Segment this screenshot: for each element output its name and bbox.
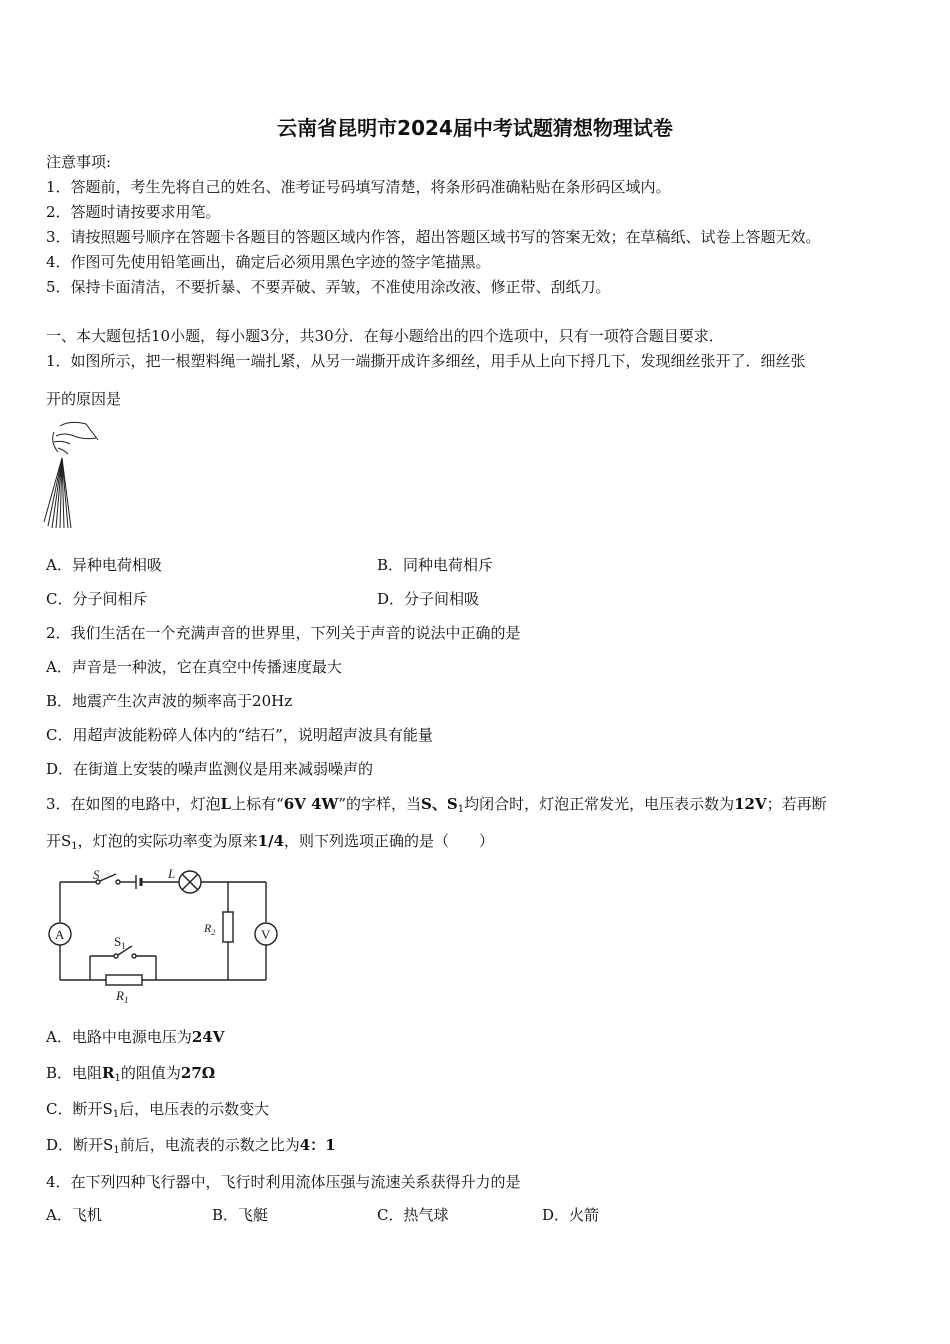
q3-circuit-diagram xyxy=(44,862,284,1007)
svg-text:L: L xyxy=(168,866,176,881)
q3-option-a: A．电路中电源电压为24V xyxy=(46,1028,225,1046)
svg-text:R2: $R_2$ xyxy=(204,921,216,937)
q1-option-a: A．异种电荷相吸 xyxy=(46,556,162,574)
q3-option-d: D．断开$S_1$前后，电流表的示数之比为4：1 xyxy=(46,1136,336,1156)
notice-item-1: 1．答题前，考生先将自己的姓名、准考证号码填写清楚，将条形码准确粘贴在条形码区域内。 xyxy=(46,178,671,196)
svg-text:R1: $R_1$ xyxy=(116,988,129,1005)
q4-stem: 4．在下列四种飞行器中，飞行时利用流体压强与流速关系获得升力的是 xyxy=(46,1173,521,1191)
q4-option-c: C．热气球 xyxy=(377,1206,449,1224)
notice-item-2: 2．答题时请按要求用笔。 xyxy=(46,203,221,221)
notice-heading: 注意事项: xyxy=(46,153,112,171)
q3-stem-line1: 3．在如图的电路中，灯泡L上标有“6V 4W”的字样，当S、$S_1$均闭合时，灯泡正常发光，电压表示数为12V；若再断 xyxy=(46,795,827,815)
notice-item-4: 4．作图可先使用铅笔画出，确定后必须用黑色字迹的签字笔描黑。 xyxy=(46,253,491,271)
svg-text:S1: $S_1$ xyxy=(114,934,126,951)
q1-option-c: C．分子间相斥 xyxy=(46,590,148,608)
q2-option-d: D．在街道上安装的噪声监测仪是用来减弱噪声的 xyxy=(46,760,374,778)
svg-text:V: V xyxy=(261,927,271,942)
notice-item-5: 5．保持卡面清洁，不要折暴、不要弄破、弄皱，不准使用涂改液、修正带、刮纸刀。 xyxy=(46,278,611,296)
q1-option-b: B．同种电荷相斥 xyxy=(377,556,494,574)
q3-option-c: C．断开$S_1$后，电压表的示数变大 xyxy=(46,1100,270,1120)
q2-option-b: B．地震产生次声波的频率高于20Hz xyxy=(46,692,293,710)
notice-item-3: 3．请按照题号顺序在答题卡各题目的答题区域内作答，超出答题区域书写的答案无效；在草稿纸、试卷上答题无效。 xyxy=(46,228,821,246)
q2-option-a: A．声音是一种波，它在真空中传播速度最大 xyxy=(46,658,342,676)
q4-option-b: B．飞艇 xyxy=(212,1206,269,1224)
q1-stem-line2: 开的原因是 xyxy=(46,390,122,408)
q1-figure-plastic-rope xyxy=(40,418,110,533)
q4-option-d: D．火箭 xyxy=(542,1206,600,1224)
q3-stem-line2: 开$S_1$，灯泡的实际功率变为原来1/4，则下列选项正确的是（ ） xyxy=(46,832,495,852)
q1-stem-line1: 1．如图所示，把一根塑料绳一端扎紧，从另一端撕开成许多细丝，用手从上向下捋几下，发现细丝张开了．细丝张 xyxy=(46,352,806,370)
q2-option-c: C．用超声波能粉碎人体内的“结石”，说明超声波具有能量 xyxy=(46,726,433,744)
q3-option-b: B．电阻$R_1$的阻值为27Ω xyxy=(46,1064,216,1084)
svg-text:S: S xyxy=(93,867,100,882)
q2-stem: 2．我们生活在一个充满声音的世界里，下列关于声音的说法中正确的是 xyxy=(46,624,521,642)
section-heading: 一、本大题包括10小题，每小题3分，共30分．在每小题给出的四个选项中，只有一项符合题目要求． xyxy=(46,327,724,345)
page-title: 云南省昆明市2024届中考试题猜想物理试卷 xyxy=(277,116,673,140)
svg-text:A: A xyxy=(55,927,65,942)
q1-option-d: D．分子间相吸 xyxy=(377,590,480,608)
q4-option-a: A．飞机 xyxy=(46,1206,102,1224)
